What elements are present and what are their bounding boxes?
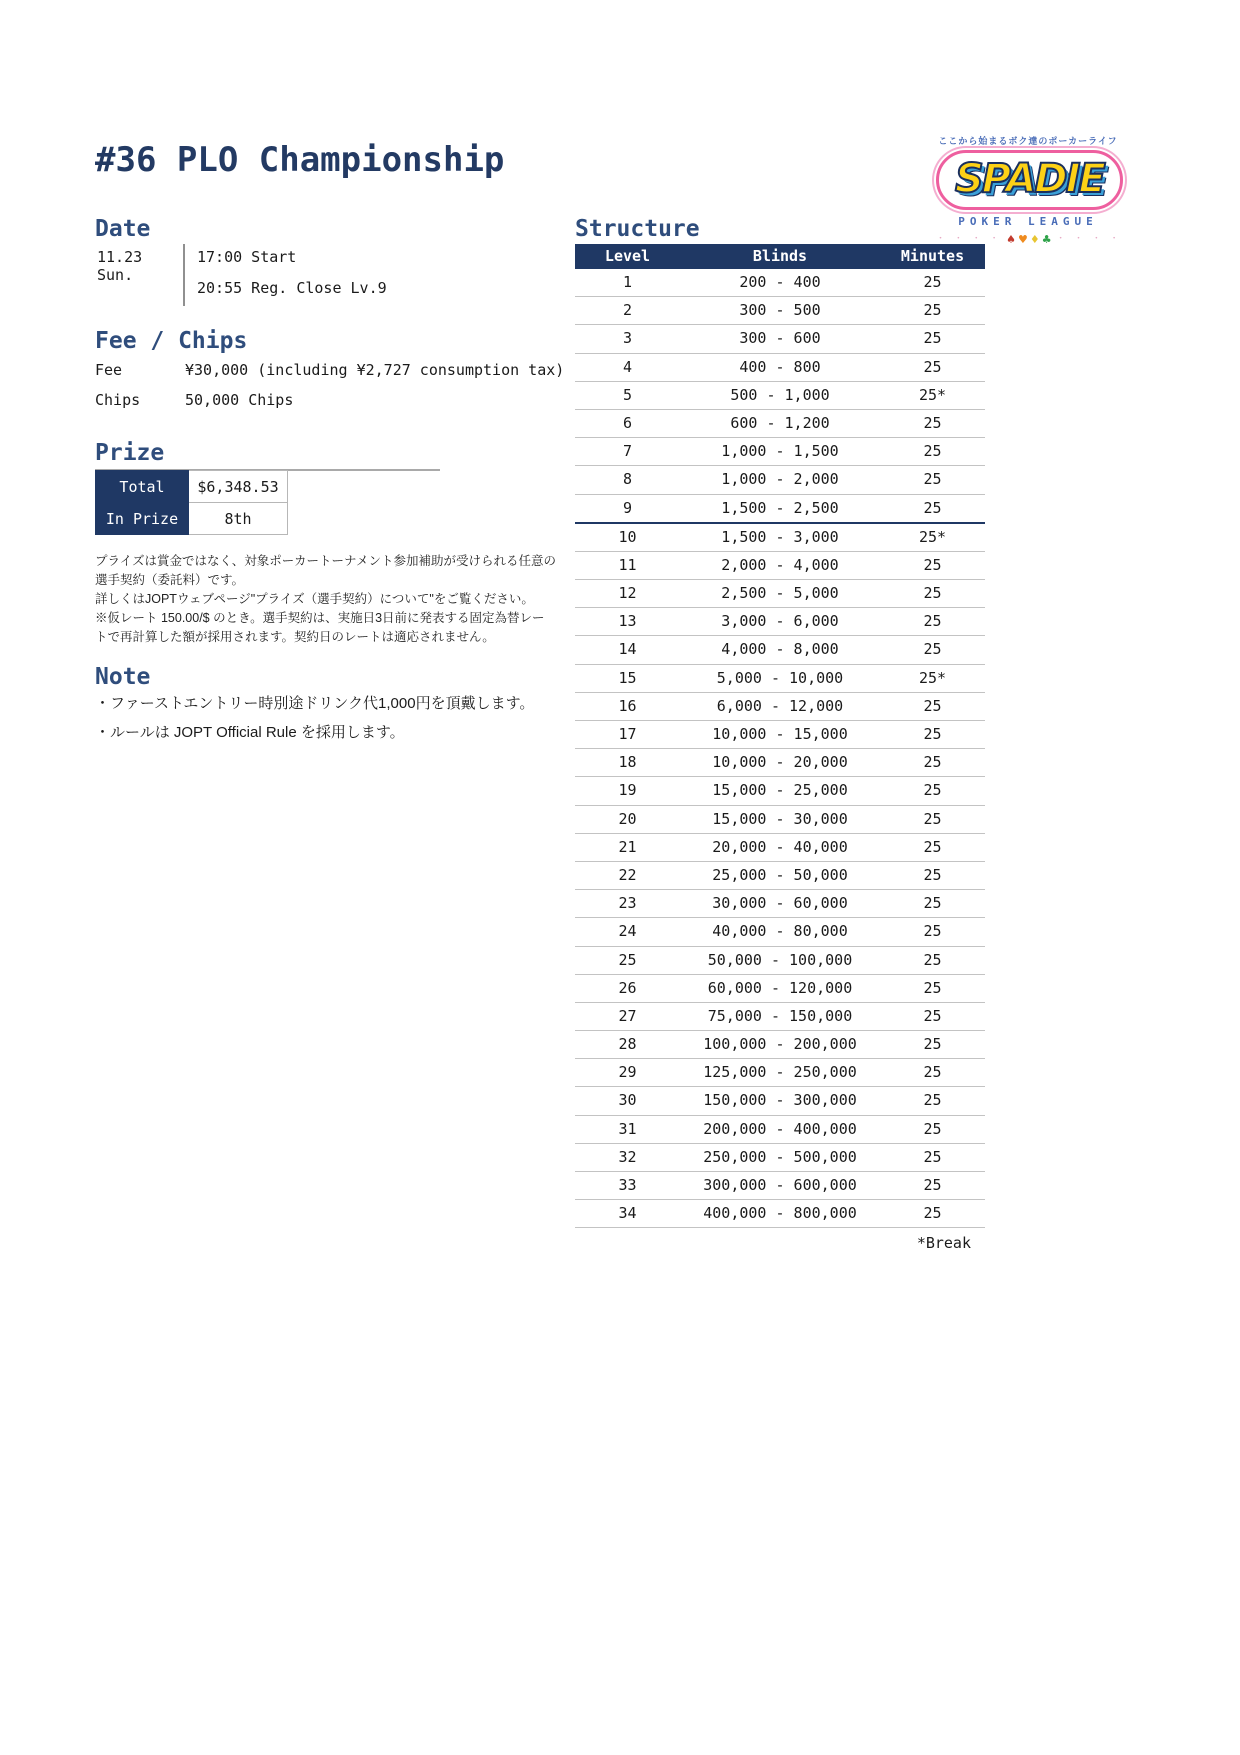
- chips-row: [95, 388, 564, 418]
- structure-cell-level: 16: [618, 696, 637, 715]
- structure-cell-minutes: 25: [923, 301, 942, 320]
- prize-total-label: Total: [96, 471, 189, 503]
- structure-row-level-29: [575, 1059, 985, 1087]
- structure-row-level-18: [575, 749, 985, 777]
- structure-cell-level: 21: [618, 837, 637, 856]
- structure-cell-level: 2: [622, 301, 633, 320]
- date-times: [183, 244, 387, 306]
- structure-cell-minutes: 25: [923, 1063, 942, 1082]
- structure-cell-blinds: 2,000 - 4,000: [721, 555, 839, 574]
- structure-cell-minutes: 25*: [918, 527, 947, 546]
- structure-cell-minutes: 25: [923, 753, 942, 772]
- dots-decoration: ・ ・ ・ ・: [1056, 234, 1122, 244]
- disclaimer-line: 詳しくはJOPTウェブページ"プライズ（選手契約）について"をご覧ください。: [95, 592, 534, 606]
- structure-cell-blinds: 400,000 - 800,000: [703, 1204, 857, 1223]
- structure-cell-minutes: 25: [923, 584, 942, 603]
- structure-cell-minutes: 25: [923, 329, 942, 348]
- structure-cell-minutes: 25: [923, 470, 942, 489]
- suit-icons-row: [1005, 233, 1053, 246]
- page-title: #36 PLO Championship: [95, 140, 505, 180]
- chips-label: Chips: [95, 391, 141, 409]
- fee-chips-heading: Fee / Chips: [95, 328, 248, 354]
- structure-cell-minutes: 25: [923, 1119, 942, 1138]
- structure-cell-blinds: 1,000 - 2,000: [721, 470, 839, 489]
- structure-cell-level: 27: [618, 1006, 637, 1025]
- prize-inprize-row: [96, 503, 288, 535]
- structure-cell-blinds: 1,500 - 3,000: [721, 527, 839, 546]
- structure-cell-blinds: 200,000 - 400,000: [703, 1119, 857, 1138]
- structure-row-level-16: [575, 693, 985, 721]
- structure-cell-level: 29: [618, 1063, 637, 1082]
- structure-table-header: [575, 244, 985, 269]
- column-header-blinds: Blinds: [752, 247, 808, 265]
- structure-row-level-19: [575, 777, 985, 805]
- structure-cell-level: 28: [618, 1035, 637, 1054]
- structure-row-level-12: [575, 580, 985, 608]
- structure-cell-blinds: 125,000 - 250,000: [703, 1063, 857, 1082]
- structure-cell-level: 19: [618, 781, 637, 800]
- structure-cell-blinds: 50,000 - 100,000: [707, 950, 853, 969]
- prize-inprize-value: 8th: [189, 503, 288, 535]
- logo-capsule: [936, 150, 1123, 210]
- fee-value: ¥30,000 (including ¥2,727 consumption tax): [185, 361, 565, 379]
- structure-cell-blinds: 300 - 600: [739, 329, 821, 348]
- structure-table: [575, 244, 985, 1228]
- structure-cell-blinds: 10,000 - 20,000: [712, 753, 848, 772]
- chips-value: 50,000 Chips: [185, 391, 294, 409]
- structure-row-level-15: [575, 665, 985, 693]
- structure-cell-blinds: 300 - 500: [739, 301, 821, 320]
- structure-row-level-23: [575, 890, 985, 918]
- structure-cell-minutes: 25: [923, 781, 942, 800]
- structure-cell-level: 4: [622, 357, 633, 376]
- structure-cell-blinds: 75,000 - 150,000: [707, 1006, 853, 1025]
- structure-cell-blinds: 15,000 - 25,000: [712, 781, 848, 800]
- structure-cell-minutes: 25: [923, 442, 942, 461]
- structure-cell-blinds: 2,500 - 5,000: [721, 584, 839, 603]
- structure-row-level-21: [575, 834, 985, 862]
- structure-row-level-5: [575, 382, 985, 410]
- structure-row-level-3: [575, 325, 985, 353]
- structure-cell-blinds: 40,000 - 80,000: [712, 922, 848, 941]
- structure-cell-blinds: 1,500 - 2,500: [721, 498, 839, 517]
- structure-cell-level: 9: [622, 498, 633, 517]
- structure-row-level-26: [575, 975, 985, 1003]
- logo-tagline: ここから始まるボク達のポーカーライフ: [938, 136, 1118, 146]
- structure-cell-level: 22: [618, 865, 637, 884]
- date-time-start: 17:00 Start: [197, 248, 297, 266]
- disclaimer-line: 選手契約（委託料）です。: [95, 573, 245, 587]
- structure-cell-blinds: 600 - 1,200: [730, 413, 830, 432]
- structure-cell-level: 34: [618, 1204, 637, 1223]
- structure-cell-minutes: 25: [923, 978, 942, 997]
- fee-label: Fee: [95, 361, 123, 379]
- structure-cell-minutes: 25: [923, 640, 942, 659]
- prize-disclaimer: [95, 552, 555, 647]
- structure-cell-minutes: 25: [923, 725, 942, 743]
- structure-cell-blinds: 60,000 - 120,000: [707, 978, 853, 997]
- date-body: [97, 244, 387, 306]
- structure-cell-blinds: 200 - 400: [739, 273, 821, 291]
- structure-row-level-30: [575, 1087, 985, 1115]
- structure-row-level-9: [575, 495, 985, 524]
- structure-cell-blinds: 25,000 - 50,000: [712, 865, 848, 884]
- date-day: 11.23 Sun.: [97, 248, 143, 284]
- prize-heading-wrap: [95, 440, 440, 471]
- structure-table-body: [575, 269, 985, 1228]
- spadie-logo: [936, 134, 1120, 246]
- structure-row-level-6: [575, 410, 985, 438]
- structure-row-level-31: [575, 1116, 985, 1144]
- structure-row-level-22: [575, 862, 985, 890]
- suit-icon: ♣: [1041, 233, 1052, 246]
- structure-cell-minutes: 25: [923, 837, 942, 856]
- logo-brand-text: SPADIE: [955, 156, 1104, 202]
- structure-cell-level: 1: [622, 273, 633, 291]
- structure-cell-level: 7: [622, 442, 633, 461]
- structure-cell-blinds: 300,000 - 600,000: [703, 1176, 857, 1194]
- structure-cell-minutes: 25: [923, 612, 942, 631]
- column-header-minutes: Minutes: [900, 247, 965, 265]
- structure-row-level-1: [575, 269, 985, 297]
- structure-cell-level: 33: [618, 1176, 637, 1194]
- suit-icon: ♠: [1006, 233, 1016, 246]
- structure-cell-minutes: 25: [923, 1176, 942, 1194]
- disclaimer-line: ※仮レート 150.00/$ のとき。選手契約は、実施日3日前に発表する固定為替レー: [95, 611, 545, 625]
- structure-cell-minutes: 25: [923, 865, 942, 884]
- structure-cell-level: 25: [618, 950, 637, 969]
- structure-cell-blinds: 10,000 - 15,000: [712, 725, 848, 743]
- structure-cell-level: 14: [618, 640, 637, 659]
- structure-row-level-13: [575, 608, 985, 636]
- structure-cell-blinds: 500 - 1,000: [730, 385, 830, 404]
- prize-table: [95, 470, 288, 535]
- note-body: [95, 692, 534, 750]
- structure-row-level-7: [575, 438, 985, 466]
- prize-total-row: [96, 471, 288, 503]
- structure-row-level-28: [575, 1031, 985, 1059]
- structure-cell-blinds: 15,000 - 30,000: [712, 809, 848, 828]
- structure-row-level-4: [575, 354, 985, 382]
- suit-icon: ♥: [1017, 233, 1028, 246]
- structure-cell-minutes: 25: [923, 498, 942, 517]
- structure-cell-level: 31: [618, 1119, 637, 1138]
- structure-cell-level: 26: [618, 978, 637, 997]
- structure-cell-minutes: 25: [923, 809, 942, 828]
- date-heading: Date: [95, 216, 151, 242]
- fee-row: [95, 358, 564, 388]
- structure-cell-level: 5: [622, 385, 633, 404]
- prize-total-value: $6,348.53: [189, 471, 288, 503]
- structure-cell-level: 30: [618, 1091, 637, 1110]
- prize-inprize-label: In Prize: [96, 503, 189, 535]
- structure-cell-blinds: 20,000 - 40,000: [712, 837, 848, 856]
- structure-cell-level: 10: [618, 527, 637, 546]
- structure-cell-minutes: 25: [923, 357, 942, 376]
- structure-cell-level: 8: [622, 470, 633, 489]
- structure-cell-blinds: 6,000 - 12,000: [716, 696, 844, 715]
- structure-cell-level: 24: [618, 922, 637, 941]
- structure-row-level-14: [575, 636, 985, 664]
- structure-cell-level: 23: [618, 894, 637, 913]
- structure-cell-level: 13: [618, 612, 637, 631]
- structure-cell-minutes: 25: [923, 1006, 942, 1025]
- structure-row-level-24: [575, 918, 985, 946]
- structure-cell-level: 11: [618, 555, 637, 574]
- structure-cell-blinds: 1,000 - 1,500: [721, 442, 839, 461]
- fee-chips-body: [95, 358, 564, 418]
- structure-cell-minutes: 25: [923, 1091, 942, 1110]
- structure-cell-minutes: 25: [923, 922, 942, 941]
- structure-cell-minutes: 25: [923, 1204, 942, 1223]
- structure-row-level-32: [575, 1144, 985, 1172]
- structure-cell-level: 17: [618, 725, 637, 743]
- structure-cell-minutes: 25: [923, 1147, 942, 1166]
- structure-row-level-34: [575, 1200, 985, 1228]
- structure-cell-minutes: 25: [923, 413, 942, 432]
- structure-cell-minutes: 25: [923, 696, 942, 715]
- note-heading: Note: [95, 664, 151, 690]
- column-header-level: Level: [604, 247, 651, 265]
- dots-decoration: ・ ・ ・ ・: [936, 234, 1002, 244]
- structure-row-level-10: [575, 524, 985, 552]
- structure-cell-level: 32: [618, 1147, 637, 1166]
- structure-cell-minutes: 25: [923, 950, 942, 969]
- break-note: *Break: [916, 1234, 971, 1252]
- structure-cell-blinds: 4,000 - 8,000: [721, 640, 839, 659]
- date-time-reg-close: 20:55 Reg. Close Lv.9: [197, 279, 387, 297]
- structure-cell-minutes: 25: [923, 1035, 942, 1054]
- disclaimer-line: プライズは賞金ではなく、対象ポーカートーナメント参加補助が受けられる任意の: [95, 554, 557, 568]
- structure-cell-blinds: 5,000 - 10,000: [716, 668, 844, 687]
- structure-row-level-33: [575, 1172, 985, 1200]
- structure-row-level-25: [575, 947, 985, 975]
- structure-cell-minutes: 25: [923, 894, 942, 913]
- suit-icon: ♦: [1029, 233, 1040, 246]
- structure-cell-minutes: 25*: [918, 668, 947, 687]
- structure-row-level-17: [575, 721, 985, 749]
- structure-cell-blinds: 100,000 - 200,000: [703, 1035, 857, 1054]
- note-item: ・ファーストエントリー時別途ドリンク代1,000円を頂戴します。: [95, 695, 535, 712]
- structure-heading: Structure: [575, 216, 700, 242]
- note-item: ・ルールは JOPT Official Rule を採用します。: [95, 724, 405, 741]
- structure-cell-blinds: 150,000 - 300,000: [703, 1091, 857, 1110]
- structure-row-level-2: [575, 297, 985, 325]
- structure-cell-level: 6: [622, 413, 633, 432]
- structure-row-level-20: [575, 806, 985, 834]
- structure-row-level-11: [575, 552, 985, 580]
- structure-cell-minutes: 25: [923, 555, 942, 574]
- structure-row-level-8: [575, 466, 985, 494]
- structure-cell-level: 12: [618, 584, 637, 603]
- logo-subtitle: POKER LEAGUE: [958, 215, 1098, 228]
- structure-cell-level: 3: [622, 329, 633, 348]
- structure-row-level-27: [575, 1003, 985, 1031]
- structure-cell-blinds: 30,000 - 60,000: [712, 894, 848, 913]
- structure-cell-blinds: 400 - 800: [739, 357, 821, 376]
- structure-cell-minutes: 25*: [918, 385, 947, 404]
- structure-cell-blinds: 3,000 - 6,000: [721, 612, 839, 631]
- structure-cell-minutes: 25: [923, 273, 942, 291]
- disclaimer-line: トで再計算した額が採用されます。契約日のレートは適応されません。: [95, 630, 495, 644]
- structure-cell-level: 15: [618, 668, 637, 687]
- structure-cell-blinds: 250,000 - 500,000: [703, 1147, 857, 1166]
- structure-cell-level: 20: [618, 809, 637, 828]
- structure-cell-level: 18: [618, 753, 637, 772]
- prize-heading: Prize: [95, 440, 165, 466]
